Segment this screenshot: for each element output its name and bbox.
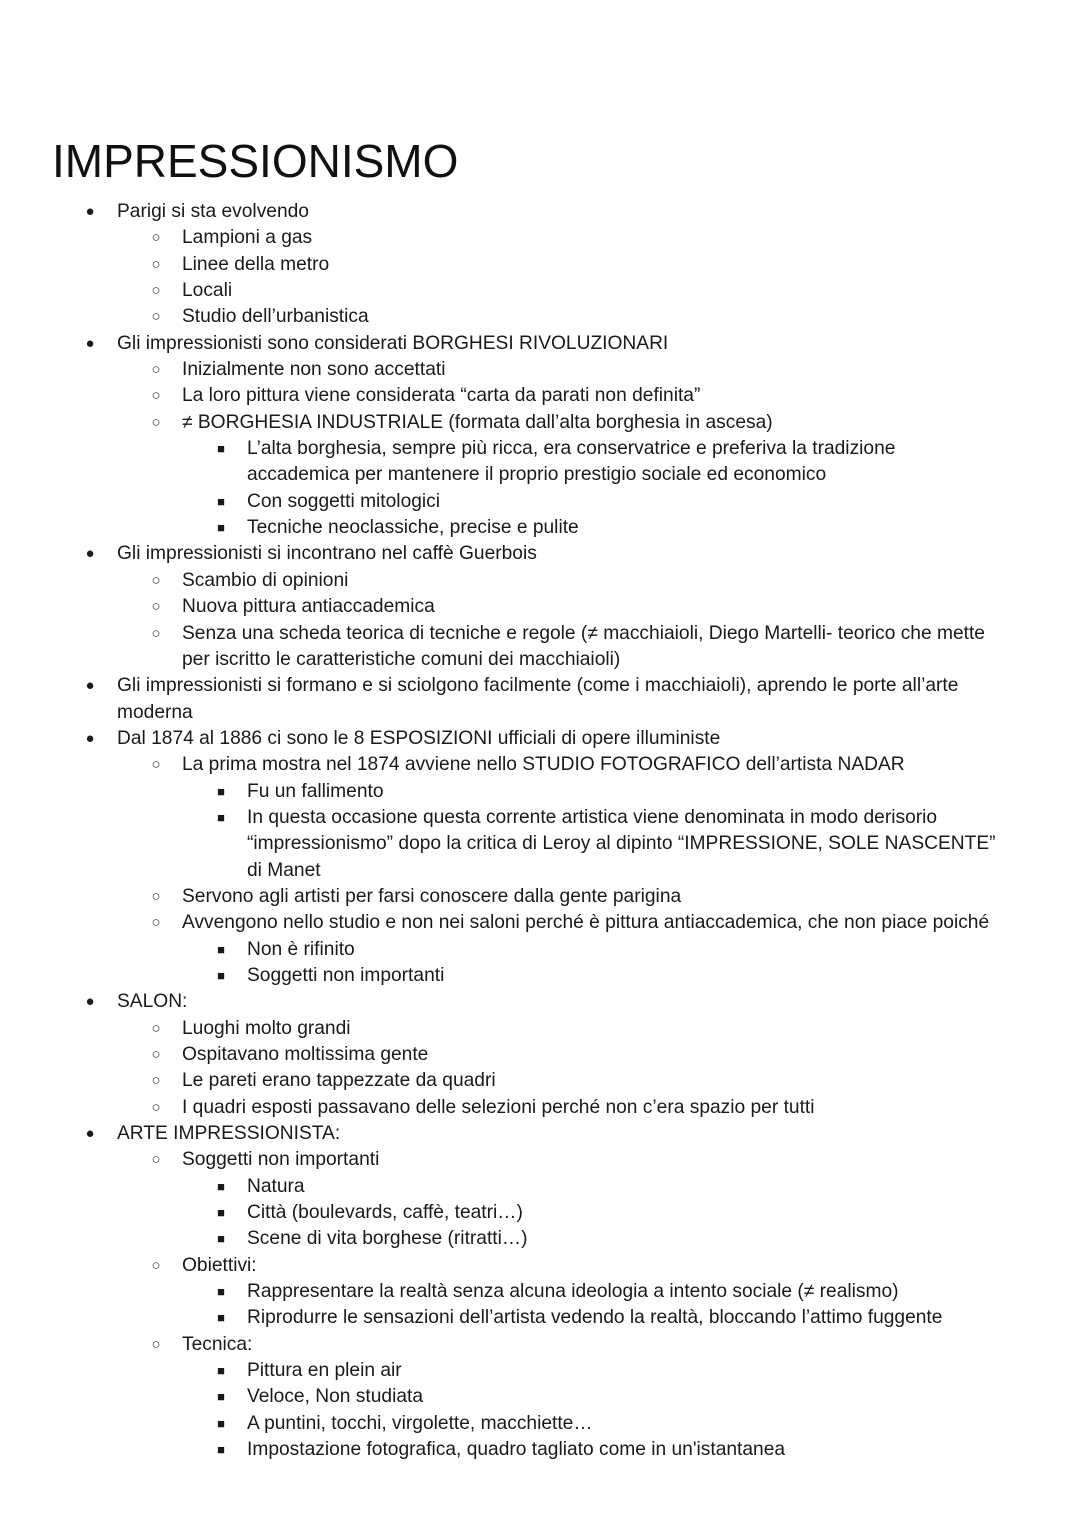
list-item-text: Servono agli artisti per farsi conoscere dalla gente parigina	[182, 885, 682, 907]
list-item	[0, 805, 1080, 831]
list-item-text: Veloce, Non studiata	[247, 1386, 424, 1408]
disc-bullet-icon: ●	[85, 729, 95, 747]
list-item	[0, 779, 1080, 805]
list-item-text: Città (boulevards, caffè, teatri…)	[247, 1202, 523, 1224]
circle-bullet-icon: ○	[151, 229, 161, 247]
list-item-text: L’alta borghesia, sempre più ricca, era conservatrice e preferiva la tradizione	[247, 438, 896, 460]
list-item	[0, 252, 1080, 278]
square-bullet-icon: ■	[217, 1415, 225, 1431]
list-item-text: Linee della metro	[182, 253, 330, 275]
circle-bullet-icon: ○	[151, 308, 161, 326]
list-item-text: Pittura en plein air	[247, 1360, 402, 1382]
list-item-continuation	[0, 831, 1080, 857]
circle-bullet-icon: ○	[151, 624, 161, 642]
square-bullet-icon: ■	[217, 967, 225, 983]
square-bullet-icon: ■	[217, 1205, 225, 1221]
list-item	[0, 489, 1080, 515]
list-item-text: Le pareti erano tappezzate da quadri	[182, 1070, 496, 1092]
list-item	[0, 1121, 1080, 1147]
list-item-text: Ospitavano moltissima gente	[182, 1044, 429, 1065]
list-item-text: Gli impressionisti sono considerati BORGHESI RIVOLUZIONARI	[117, 332, 669, 354]
list-item-text: Lampioni a gas	[182, 227, 313, 249]
disc-bullet-icon: ●	[85, 334, 95, 352]
circle-bullet-icon: ○	[151, 255, 161, 273]
list-item-text: La prima mostra nel 1874 avviene nello STUDIO FOTOGRAFICO dell’artista NADAR	[182, 754, 905, 776]
circle-bullet-icon: ○	[151, 1072, 161, 1090]
list-item	[0, 726, 1080, 752]
list-item-text: Tecnica:	[182, 1333, 253, 1355]
list-item-text: Gli impressionisti si formano e si sciolgono facilmente (come i macchiaioli), aprendo le porte all’arte	[117, 675, 959, 697]
square-bullet-icon: ■	[217, 1178, 225, 1194]
disc-bullet-icon: ●	[85, 1125, 95, 1143]
list-item	[0, 1279, 1080, 1305]
list-item-text: SALON:	[117, 991, 188, 1013]
list-item	[0, 1016, 1080, 1042]
disc-bullet-icon: ●	[85, 203, 95, 220]
list-item	[0, 436, 1080, 462]
list-item	[0, 1200, 1080, 1226]
list-item	[0, 910, 1080, 936]
list-item	[0, 963, 1080, 989]
circle-bullet-icon: ○	[151, 413, 161, 431]
disc-bullet-icon: ●	[85, 545, 95, 563]
list-item	[0, 357, 1080, 383]
list-item	[0, 541, 1080, 567]
list-item-text: Senza una scheda teorica di tecniche e regole (≠ macchiaioli, Diego Martelli- teorico che mette	[182, 622, 985, 644]
list-item	[0, 1226, 1080, 1252]
list-item-text: La loro pittura viene considerata “carta da parati non definita”	[182, 385, 701, 407]
square-bullet-icon: ■	[217, 1284, 225, 1300]
circle-bullet-icon: ○	[151, 598, 161, 616]
list-item-text: Soggetti non importanti	[182, 1149, 380, 1171]
square-bullet-icon: ■	[217, 1442, 225, 1458]
list-item-text: Tecniche neoclassiche, precise e pulite	[247, 517, 579, 539]
list-item-text: ARTE IMPRESSIONISTA:	[117, 1123, 341, 1145]
circle-bullet-icon: ○	[151, 361, 161, 379]
list-item	[0, 1147, 1080, 1173]
list-item-text: Scene di vita borghese (ritratti…)	[247, 1228, 528, 1250]
list-item	[0, 331, 1080, 357]
list-item-text: Studio dell’urbanistica	[182, 306, 369, 328]
disc-bullet-icon: ●	[85, 993, 95, 1011]
list-item-text: Fu un fallimento	[247, 780, 384, 802]
square-bullet-icon: ■	[217, 493, 225, 509]
list-item	[0, 1384, 1080, 1410]
list-item	[0, 594, 1080, 620]
circle-bullet-icon: ○	[151, 571, 161, 589]
bulleted-outline	[0, 199, 1080, 1464]
circle-bullet-icon: ○	[151, 1256, 161, 1274]
list-item-text: Rappresentare la realtà senza alcuna ideologia a intento sociale (≠ realismo)	[247, 1281, 899, 1303]
page-title: IMPRESSIONISMO	[52, 135, 459, 187]
square-bullet-icon: ■	[217, 809, 225, 825]
list-item	[0, 383, 1080, 409]
list-item-text: Gli impressionisti si incontrano nel caffè Guerbois	[117, 543, 537, 565]
list-item	[0, 752, 1080, 778]
list-item-text: “impressionismo” dopo la critica di Leroy al dipinto “IMPRESSIONE, SOLE NASCENTE”	[247, 833, 996, 855]
list-item	[0, 1437, 1080, 1463]
list-item-continuation	[0, 647, 1080, 673]
list-item	[0, 1411, 1080, 1437]
list-item	[0, 515, 1080, 541]
list-item-text: Scambio di opinioni	[182, 569, 349, 591]
list-item	[0, 1042, 1080, 1068]
list-item	[0, 1095, 1080, 1121]
list-item-text: Inizialmente non sono accettati	[182, 359, 446, 381]
circle-bullet-icon: ○	[151, 282, 161, 300]
list-item-text: Parigi si sta evolvendo	[117, 201, 309, 222]
list-item	[0, 304, 1080, 330]
square-bullet-icon: ■	[217, 520, 225, 536]
list-item	[0, 568, 1080, 594]
list-item-continuation	[0, 858, 1080, 884]
list-item	[0, 1174, 1080, 1200]
list-item	[0, 937, 1080, 963]
list-item-text: Natura	[247, 1175, 305, 1197]
list-item-text: Impostazione fotografica, quadro tagliato come in un'istantanea	[247, 1439, 786, 1461]
list-item	[0, 1358, 1080, 1384]
list-item-text: moderna	[117, 701, 193, 723]
list-item	[0, 225, 1080, 251]
list-item-text: I quadri esposti passavano delle selezioni perché non c’era spazio per tutti	[182, 1096, 815, 1118]
list-item	[0, 884, 1080, 910]
square-bullet-icon: ■	[217, 441, 225, 457]
list-item-text: A puntini, tocchi, virgolette, macchiette…	[247, 1412, 593, 1434]
square-bullet-icon: ■	[217, 941, 225, 957]
list-item-text: per iscritto le caratteristiche comuni dei macchiaioli)	[182, 648, 621, 670]
square-bullet-icon: ■	[217, 1310, 225, 1326]
list-item-text: In questa occasione questa corrente artistica viene denominata in modo derisorio	[247, 806, 938, 828]
list-item-text: ≠ BORGHESIA INDUSTRIALE (formata dall’alta borghesia in ascesa)	[182, 411, 773, 433]
list-item	[0, 1068, 1080, 1094]
list-item	[0, 199, 1080, 225]
list-item-text: Nuova pittura antiaccademica	[182, 596, 435, 618]
list-item	[0, 1253, 1080, 1279]
list-item-text: Con soggetti mitologici	[247, 490, 441, 512]
list-item	[0, 410, 1080, 436]
list-item-text: di Manet	[247, 859, 321, 881]
list-item-text: Soggetti non importanti	[247, 964, 445, 986]
list-item-text: Obiettivi:	[182, 1254, 257, 1276]
list-item	[0, 1332, 1080, 1358]
list-item-text: Riprodurre le sensazioni dell’artista vedendo la realtà, bloccando l’attimo fuggente	[247, 1307, 943, 1329]
circle-bullet-icon: ○	[151, 1046, 161, 1063]
disc-bullet-icon: ●	[85, 677, 95, 695]
circle-bullet-icon: ○	[151, 887, 161, 905]
circle-bullet-icon: ○	[151, 756, 161, 774]
list-item	[0, 989, 1080, 1015]
circle-bullet-icon: ○	[151, 914, 161, 932]
circle-bullet-icon: ○	[151, 387, 161, 405]
square-bullet-icon: ■	[217, 1389, 225, 1405]
list-item-continuation	[0, 462, 1080, 488]
list-item	[0, 278, 1080, 304]
square-bullet-icon: ■	[217, 1231, 225, 1247]
list-item-text: Dal 1874 al 1886 ci sono le 8 ESPOSIZIONI ufficiali di opere illuministe	[117, 727, 721, 749]
circle-bullet-icon: ○	[151, 1151, 161, 1169]
list-item	[0, 621, 1080, 647]
circle-bullet-icon: ○	[151, 1019, 161, 1037]
list-item	[0, 1305, 1080, 1331]
circle-bullet-icon: ○	[151, 1335, 161, 1353]
list-item-text: Non è rifinito	[247, 938, 355, 960]
list-item-text: Avvengono nello studio e non nei saloni perché è pittura antiaccademica, che non piace poiché	[182, 912, 990, 934]
list-item	[0, 673, 1080, 699]
list-item-continuation	[0, 700, 1080, 726]
square-bullet-icon: ■	[217, 1363, 225, 1379]
square-bullet-icon: ■	[217, 783, 225, 799]
circle-bullet-icon: ○	[151, 1098, 161, 1116]
list-item-text: Luoghi molto grandi	[182, 1017, 351, 1039]
list-item-text: accademica per mantenere il proprio prestigio sociale ed economico	[247, 464, 827, 486]
list-item-text: Locali	[182, 280, 233, 302]
